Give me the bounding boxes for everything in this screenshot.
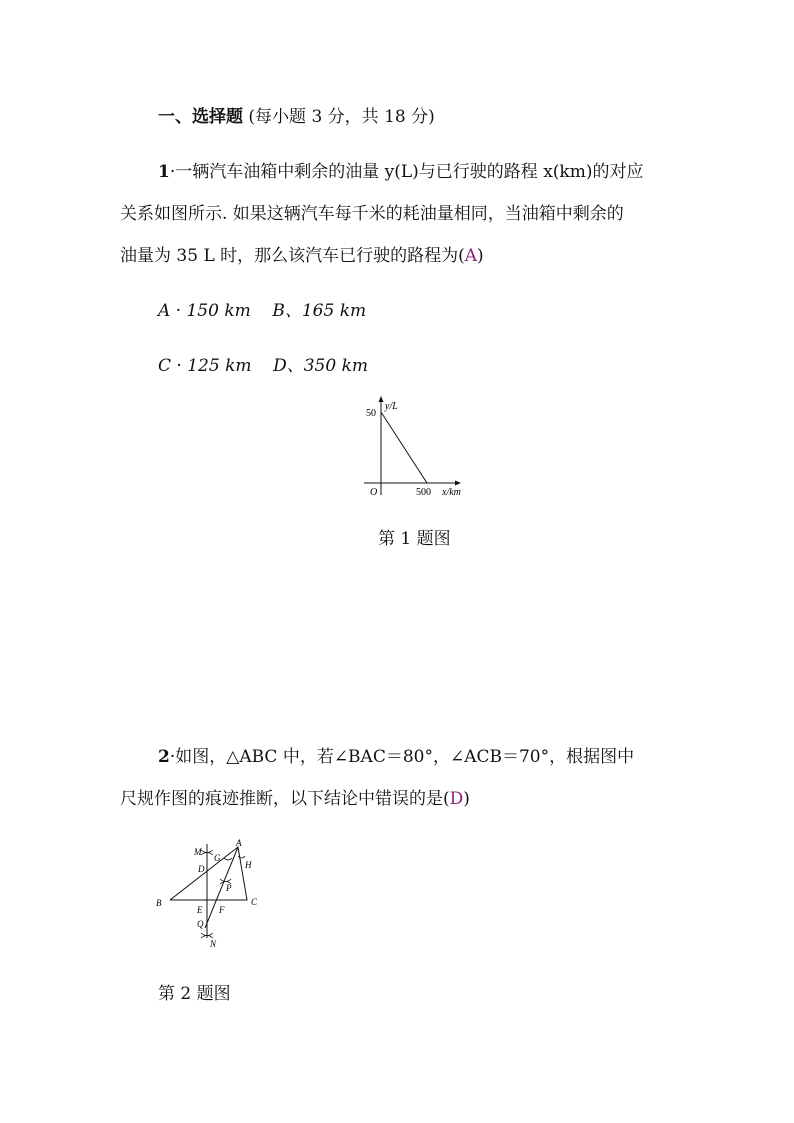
label-g: G xyxy=(214,853,221,863)
y-tick-label: 50 xyxy=(366,408,376,419)
q1-close-paren: ) xyxy=(477,246,484,266)
q1-options-text-1: A · 150 km B、165 km xyxy=(158,301,367,321)
q2-text-2: 尺规作图的痕迹推断，以下结论中错误的是( xyxy=(120,789,450,809)
q1-text-1: ·一辆汽车油箱中剩余的油量 y(L)与已行驶的路程 x(km)的对应 xyxy=(169,162,644,182)
triangle-abc xyxy=(170,847,247,900)
q2-answer: D xyxy=(449,789,464,809)
q1-options-row-1 xyxy=(158,300,366,322)
q2-line-1 xyxy=(158,746,634,768)
q1-caption-text: 第 1 题图 xyxy=(378,529,451,549)
q1-text-3: 油量为 35 L 时，那么该汽车已行驶的路程为( xyxy=(120,246,465,266)
q1-line-3 xyxy=(120,245,484,267)
label-a: A xyxy=(236,838,242,848)
x-axis-label: x/km xyxy=(442,487,461,498)
label-f: F xyxy=(219,905,225,915)
q1-answer: A xyxy=(464,246,478,266)
x-tick-label: 500 xyxy=(416,487,431,498)
label-d: D xyxy=(198,864,205,874)
q1-caption xyxy=(378,528,451,550)
y-axis-arrow xyxy=(379,396,384,402)
label-m: M xyxy=(194,847,202,857)
q2-caption xyxy=(158,983,231,1005)
section-heading xyxy=(158,106,435,128)
q1-options-text-2: C · 125 km D、350 km xyxy=(158,356,369,376)
q2-construction-figure xyxy=(150,838,270,950)
label-c: C xyxy=(251,897,258,907)
x-axis-arrow xyxy=(455,481,461,486)
q1-options-row-2 xyxy=(158,355,368,377)
label-h: H xyxy=(245,860,252,870)
section-title: 一、选择题 xyxy=(158,107,243,127)
q1-number: 1 xyxy=(158,162,170,182)
q2-line-2 xyxy=(120,788,470,810)
y-axis-label: y/L xyxy=(385,401,398,412)
section-note: (每小题 3 分，共 18 分) xyxy=(248,107,435,127)
label-n: N xyxy=(210,939,217,949)
q1-line-2 xyxy=(120,203,624,225)
label-e: E xyxy=(197,905,203,915)
arc-mark-h xyxy=(238,856,245,858)
angle-bisector-aq xyxy=(205,847,238,928)
q2-text-1: ·如图，△ABC 中，若∠BAC＝80°，∠ACB＝70°，根据图中 xyxy=(169,747,635,767)
q2-close-paren: ) xyxy=(463,789,470,809)
label-p: P xyxy=(226,883,232,893)
fuel-line xyxy=(381,412,427,483)
q1-graph xyxy=(352,395,482,505)
label-b: B xyxy=(156,898,162,908)
label-q: Q xyxy=(197,919,204,929)
q1-line-1 xyxy=(158,161,644,183)
q2-number: 2 xyxy=(158,747,170,767)
origin-label: O xyxy=(370,487,378,498)
q2-caption-text: 第 2 题图 xyxy=(158,984,231,1004)
q1-text-2: 关系如图所示. 如果这辆汽车每千米的耗油量相同，当油箱中剩余的 xyxy=(120,204,624,224)
arc-mark-g xyxy=(224,858,232,860)
